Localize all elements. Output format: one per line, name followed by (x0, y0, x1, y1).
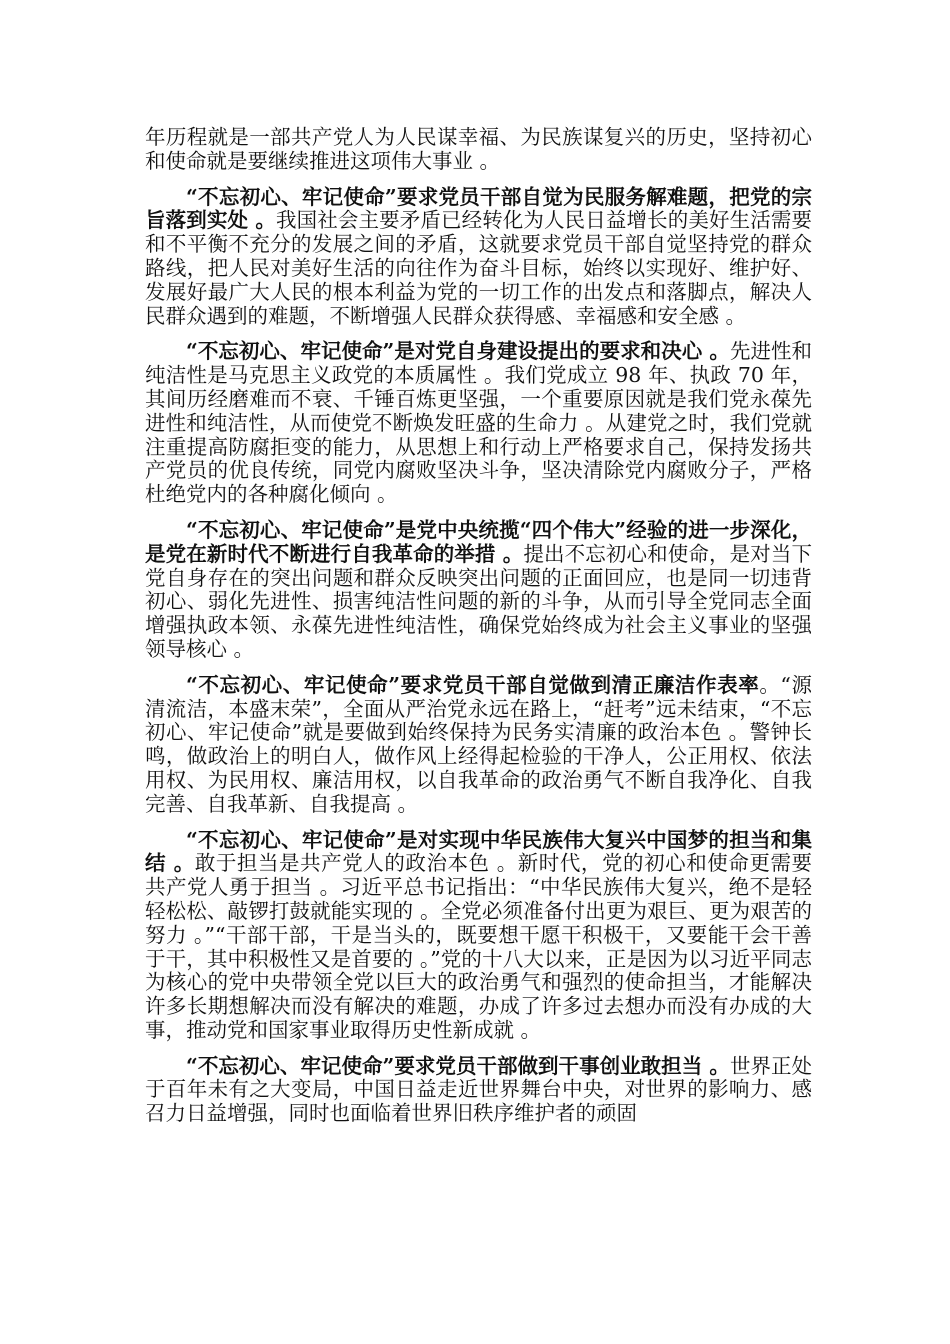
paragraph-5-lead: “不忘初心、牢记使命”要求党员干部自觉做到清正廉洁作表率 (186, 672, 760, 697)
paragraph-4 (145, 519, 812, 662)
paragraph-3-body: 先进性和纯洁性是马克思主义政党的本质属性 。我们党成立 98 年、执政 70 年，其间历经磨难而不衰、千锤百炼更坚强，一个重要原因就是我们党永葆先进性和纯洁性，从而使党不断焕发旺盛的生命力 。从建党之时，我们党就注重提高防腐拒变的能力，从思想上和行动上严格要求自己，保持发扬共产党员的优良传统，同党内腐败坚决斗争，坚决清除党内腐败分子，严格杜绝党内的各种腐化倾向 。 (145, 339, 813, 507)
paragraph-3 (145, 340, 812, 507)
paragraph-2-lead: “不忘初心、牢记使命”要求党员干部自觉为民服务解难题，把党的宗旨落到实处 。 (145, 184, 812, 233)
paragraph-6-body: 敢于担当是共产党人的政治本色 。新时代，党的初心和使命更需要共产党人勇于担当 。习近平总书记指出：“中华民族伟大复兴，绝不是轻轻松松、敲锣打鼓就能实现的 。全党必须准备付出更为艰巨、更为艰苦的努力 。”“干部干部，干是当头的，既要想干愿干积极干，又要能干会干善于干，其中积极性又是首要的 。”党的十八大以来，正是因为以习近平同志为核心的党中央带领全党以巨大的政治勇气和强烈的使命担当，才能解决许多长期想解决而没有解决的难题，办成了许多过去想办而没有办成的大事，推动党和国家事业取得历史性新成就 。 (145, 851, 812, 1042)
paragraph-2 (145, 186, 812, 329)
paragraph-3-lead: “不忘初心、牢记使命”是对党自身建设提出的要求和决心 。 (186, 339, 730, 364)
paragraph-5 (145, 674, 812, 817)
paragraph-2-body: 我国社会主要矛盾已经转化为人民日益增长的美好生活需要和不平衡不充分的发展之间的矛盾，这就要求党员干部自觉坚持党的群众路线，把人民对美好生活的向往作为奋斗目标，始终以实现好、维护好、发展好最广大人民的根本利益为党的一切工作的出发点和落脚点，解决人民群众遇到的难题，不断增强人民群众获得感、幸福感和安全感 。 (145, 208, 812, 328)
paragraph-6 (145, 829, 812, 1043)
paragraph-4-body: 提出不忘初心和使命，是对当下党自身存在的突出问题和群众反映突出问题的正面回应，也是同一切违背初心、弱化先进性、损害纯洁性问题的新的斗争，从而引导全党同志全面增强执政本领、永葆先进性纯洁性，确保党始终成为社会主义事业的坚强领导核心 。 (145, 541, 813, 661)
paragraph-7-lead: “不忘初心、牢记使命”要求党员干部做到干事创业敢担当 。 (186, 1053, 730, 1078)
paragraph-6-lead: “不忘初心、牢记使命”是对实现中华民族伟大复兴中国梦的担当和集结 。 (145, 827, 812, 876)
paragraph-7 (145, 1055, 812, 1126)
document-body (145, 126, 812, 1138)
paragraph-4-lead: “不忘初心、牢记使命”是党中央统揽“四个伟大”经验的进一步深化，是党在新时代不断进行自我革命的举措 。 (145, 517, 812, 566)
paragraph-1 (145, 126, 812, 174)
paragraph-7-body: 世界正处于百年未有之大变局，中国日益走近世界舞台中央，对世界的影响力、感召力日益增强，同时也面临着世界旧秩序维护者的顽固 (145, 1053, 813, 1126)
paragraph-1-body: 年历程就是一部共产党人为人民谋幸福、为民族谋复兴的历史，坚持初心和使命就是要继续推进这项伟大事业 。 (145, 125, 812, 173)
paragraph-5-body: 。“源清流洁，本盛末荣”，全面从严治党永远在路上，“赶考”远未结束，“不忘初心、牢记使命”就是要做到始终保持为民务实清廉的政治本色 。警钟长鸣，做政治上的明白人，做作风上经得起检验的干净人，公正用权、依法用权、为民用权、廉洁用权，以自我革命的政治勇气不断自我净化、自我完善、自我革新、自我提高 。 (145, 672, 812, 816)
